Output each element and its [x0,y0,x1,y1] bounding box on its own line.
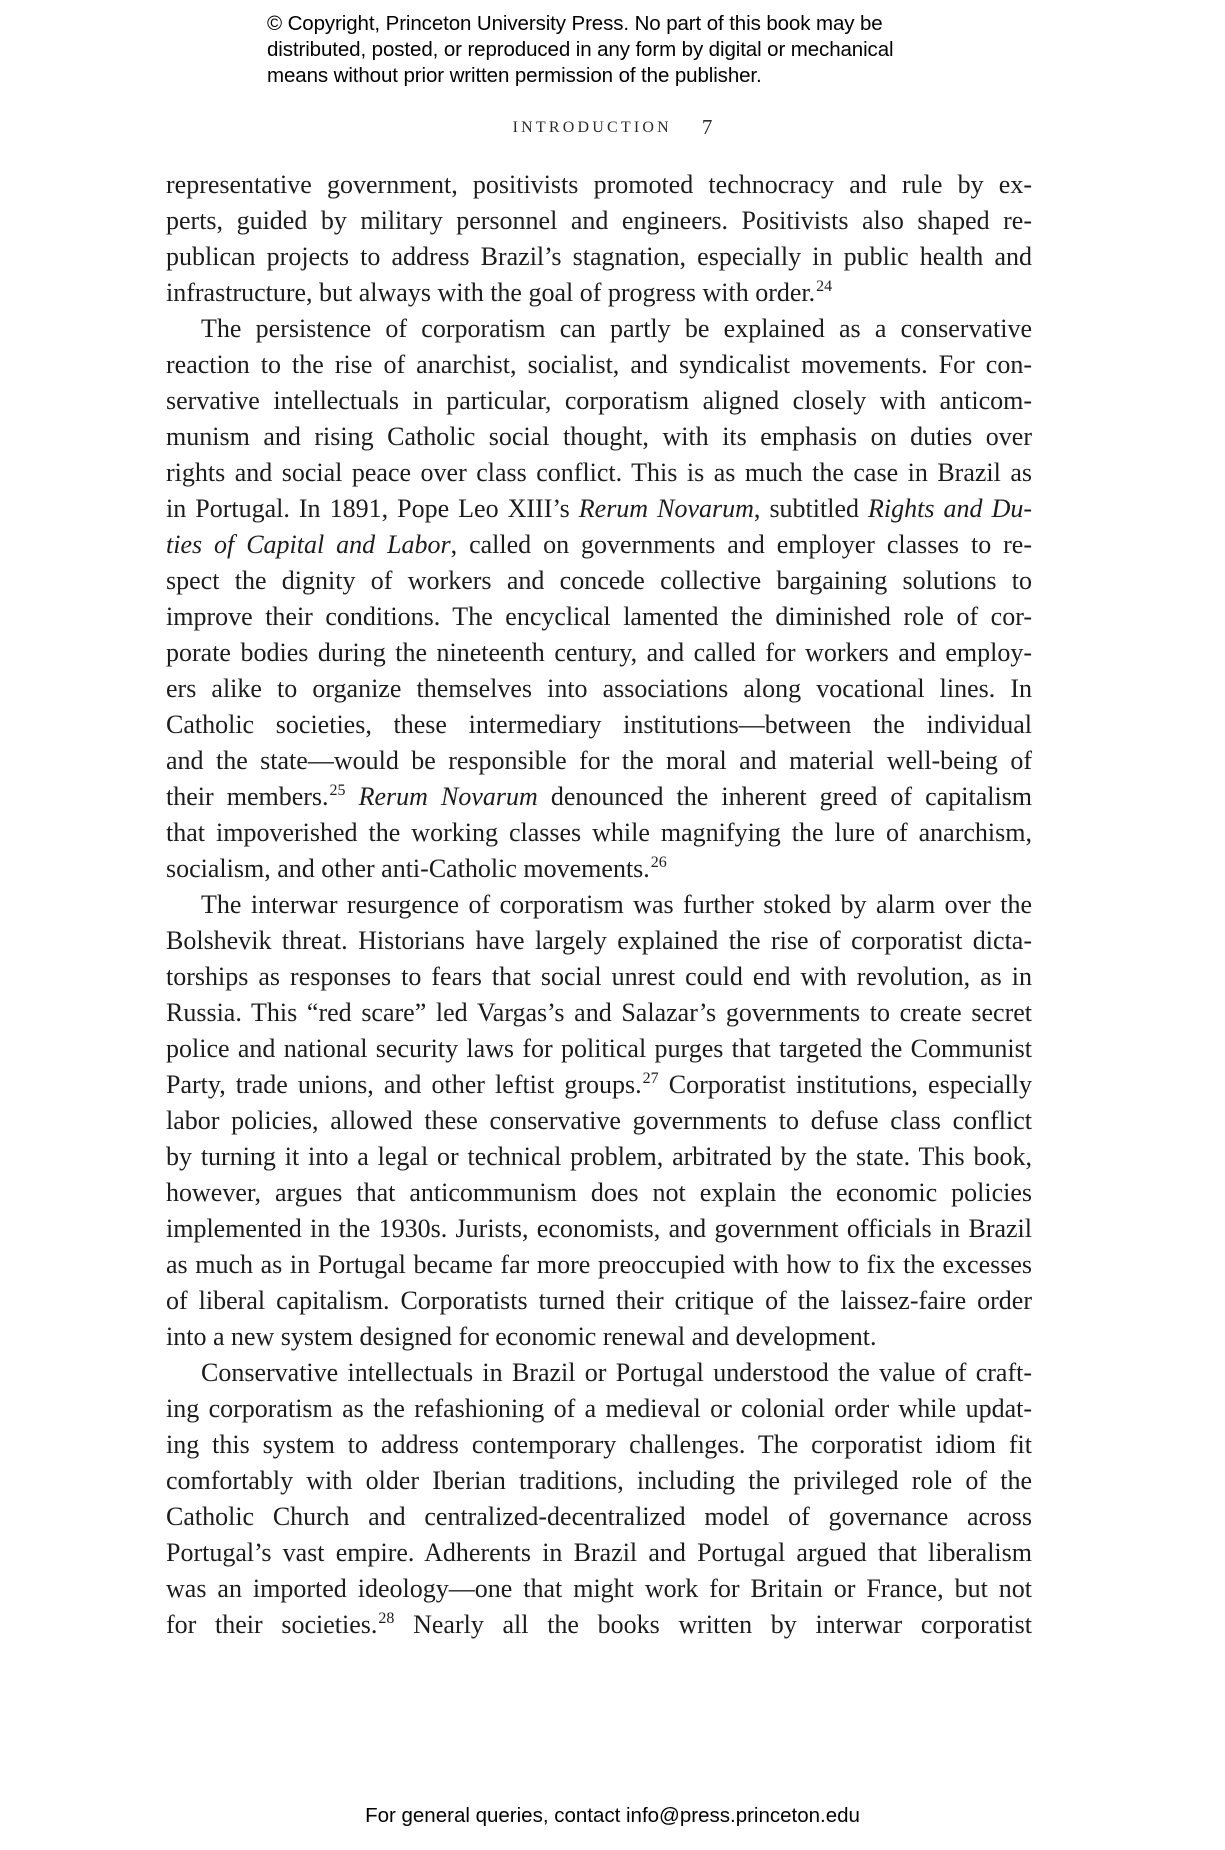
text-segment: perts, guided by military personnel and engineers. Positivists also shaped re- [166,206,1032,235]
italic-title: Rights and Du- [868,494,1033,523]
text-segment: representative government, positivists promoted technocracy and rule by ex- [166,170,1032,199]
text-line [166,743,1032,779]
paragraph-first-line [166,311,1032,347]
text-segment: into a new system designed for economic renewal and development. [166,1322,877,1351]
text-line [166,707,1032,743]
text-line [166,995,1032,1031]
text-segment: The interwar resurgence of corporatism was further stoked by alarm over the [201,890,1032,919]
text-segment: servative intellectuals in particular, corporatism aligned closely with anticom- [166,386,1032,415]
text-segment: by turning it into a legal or technical problem, arbitrated by the state. This book, [166,1142,1032,1171]
footnote-marker: 28 [378,1610,395,1627]
text-segment: Portugal’s vast empire. Adherents in Brazil and Portugal argued that liberalism [166,1538,1032,1567]
text-segment: infrastructure, but always with the goal of progress with order. [166,278,816,307]
body-text [166,167,1032,1643]
text-line [166,491,1032,527]
text-segment: police and national security laws for political purges that targeted the Communist [166,1034,1032,1063]
text-segment: improve their conditions. The encyclical lamented the diminished role of cor- [166,602,1032,631]
text-segment: in Portugal. In 1891, Pope Leo XIII’s [166,494,579,523]
text-segment: Conservative intellectuals in Brazil or Portugal understood the value of craft- [201,1358,1032,1387]
text-segment: implemented in the 1930s. Jurists, economists, and government officials in Brazil [166,1214,1032,1243]
text-line [166,1103,1032,1139]
paragraph-first-line [166,1355,1032,1391]
text-segment [346,782,359,811]
text-line [166,1067,1032,1103]
text-segment: The persistence of corporatism can partly be explained as a conservative [201,314,1032,343]
text-segment: Bolshevik threat. Historians have largely explained the rise of corporatist dicta- [166,926,1032,955]
text-segment: porate bodies during the nineteenth century, and called for workers and employ- [166,638,1032,667]
text-line [166,1571,1032,1607]
text-line [166,203,1032,239]
text-segment: their members. [166,782,329,811]
text-segment: labor policies, allowed these conservative governments to defuse class conflict [166,1106,1032,1135]
italic-title: ties of Capital and Labor [166,530,451,559]
text-line [166,599,1032,635]
text-segment: as much as in Portugal became far more preoccupied with how to fix the excesses [166,1250,1032,1279]
text-segment: Nearly all the books written by interwar corporatist [394,1610,1032,1639]
text-segment: ing corporatism as the refashioning of a medieval or colonial order while updat- [166,1394,1032,1423]
text-segment: munism and rising Catholic social thought, with its emphasis on duties over [166,422,1032,451]
paragraph-first-line [166,887,1032,923]
text-line [166,167,1032,203]
text-line [166,1463,1032,1499]
text-line [166,1427,1032,1463]
text-segment: denounced the inherent greed of capitalism [537,782,1033,811]
text-segment: Party, trade unions, and other leftist groups. [166,1070,642,1099]
text-segment: Catholic societies, these intermediary institutions—between the individual [166,710,1032,739]
text-line [166,1031,1032,1067]
text-line [166,275,1032,311]
text-line [166,1211,1032,1247]
text-segment: of liberal capitalism. Corporatists turned their critique of the laissez-faire order [166,1286,1032,1315]
text-segment: reaction to the rise of anarchist, socialist, and syndicalist movements. For con- [166,350,1032,379]
text-line [166,419,1032,455]
text-segment: Corporatist institutions, especially [658,1070,1032,1099]
text-segment: for their societies. [166,1610,378,1639]
text-segment: that impoverished the working classes while magnifying the lure of anarchism, [166,818,1032,847]
text-line [166,815,1032,851]
text-line [166,1499,1032,1535]
text-line [166,1139,1032,1175]
text-line [166,527,1032,563]
text-line [166,1175,1032,1211]
text-line [166,239,1032,275]
footnote-marker: 25 [329,782,346,799]
chapter-title: INTRODUCTION [512,119,672,136]
text-line [166,923,1032,959]
text-segment: and the state—would be responsible for the moral and material well-being of [166,746,1032,775]
text-line [166,635,1032,671]
text-line [166,455,1032,491]
text-segment: was an imported ideology—one that might work for Britain or France, but not [166,1574,1032,1603]
text-line [166,563,1032,599]
running-head [0,113,1225,138]
text-line [166,671,1032,707]
text-segment: spect the dignity of workers and concede collective bargaining solutions to [166,566,1032,595]
copyright-notice [267,11,987,89]
text-segment: however, argues that anticommunism does not explain the economic policies [166,1178,1032,1207]
text-segment: comfortably with older Iberian traditions, including the privileged role of the [166,1466,1032,1495]
copyright-line: © Copyright, Princeton University Press. No part of this book may be [267,12,883,35]
page-number: 7 [701,115,713,139]
italic-title: Rerum Novarum [358,782,538,811]
footnote-marker: 27 [642,1070,659,1087]
text-line [166,347,1032,383]
text-segment: publican projects to address Brazil’s stagnation, especially in public health and [166,242,1032,271]
footnote-marker: 26 [650,854,667,871]
footer-contact: For general queries, contact info@press.princeton.edu [365,1804,860,1827]
text-line [166,1319,1032,1355]
text-line [166,383,1032,419]
copyright-line: means without prior written permission of the publisher. [267,64,762,87]
text-segment: torships as responses to fears that social unrest could end with revolution, as in [166,962,1032,991]
text-segment: Catholic Church and centralized-decentralized model of governance across [166,1502,1032,1531]
text-segment: ers alike to organize themselves into associations along vocational lines. In [166,674,1032,703]
text-segment: ing this system to address contemporary challenges. The corporatist idiom fit [166,1430,1032,1459]
text-line [166,1535,1032,1571]
text-line [166,1391,1032,1427]
text-segment: Russia. This “red scare” led Vargas’s and Salazar’s governments to create secret [166,998,1032,1027]
text-line [166,1283,1032,1319]
text-segment: socialism, and other anti-Catholic movements. [166,854,650,883]
text-line [166,851,1032,887]
text-line [166,959,1032,995]
text-segment: rights and social peace over class conflict. This is as much the case in Brazil as [166,458,1032,487]
text-line [166,779,1032,815]
text-segment: , subtitled [753,494,869,523]
text-line [166,1247,1032,1283]
footnote-marker: 24 [816,278,833,295]
text-line [166,1607,1032,1643]
text-segment: , called on governments and employer classes to re- [450,530,1032,559]
copyright-line: distributed, posted, or reproduced in any form by digital or mechanical [267,38,894,61]
italic-title: Rerum Novarum [578,494,754,523]
